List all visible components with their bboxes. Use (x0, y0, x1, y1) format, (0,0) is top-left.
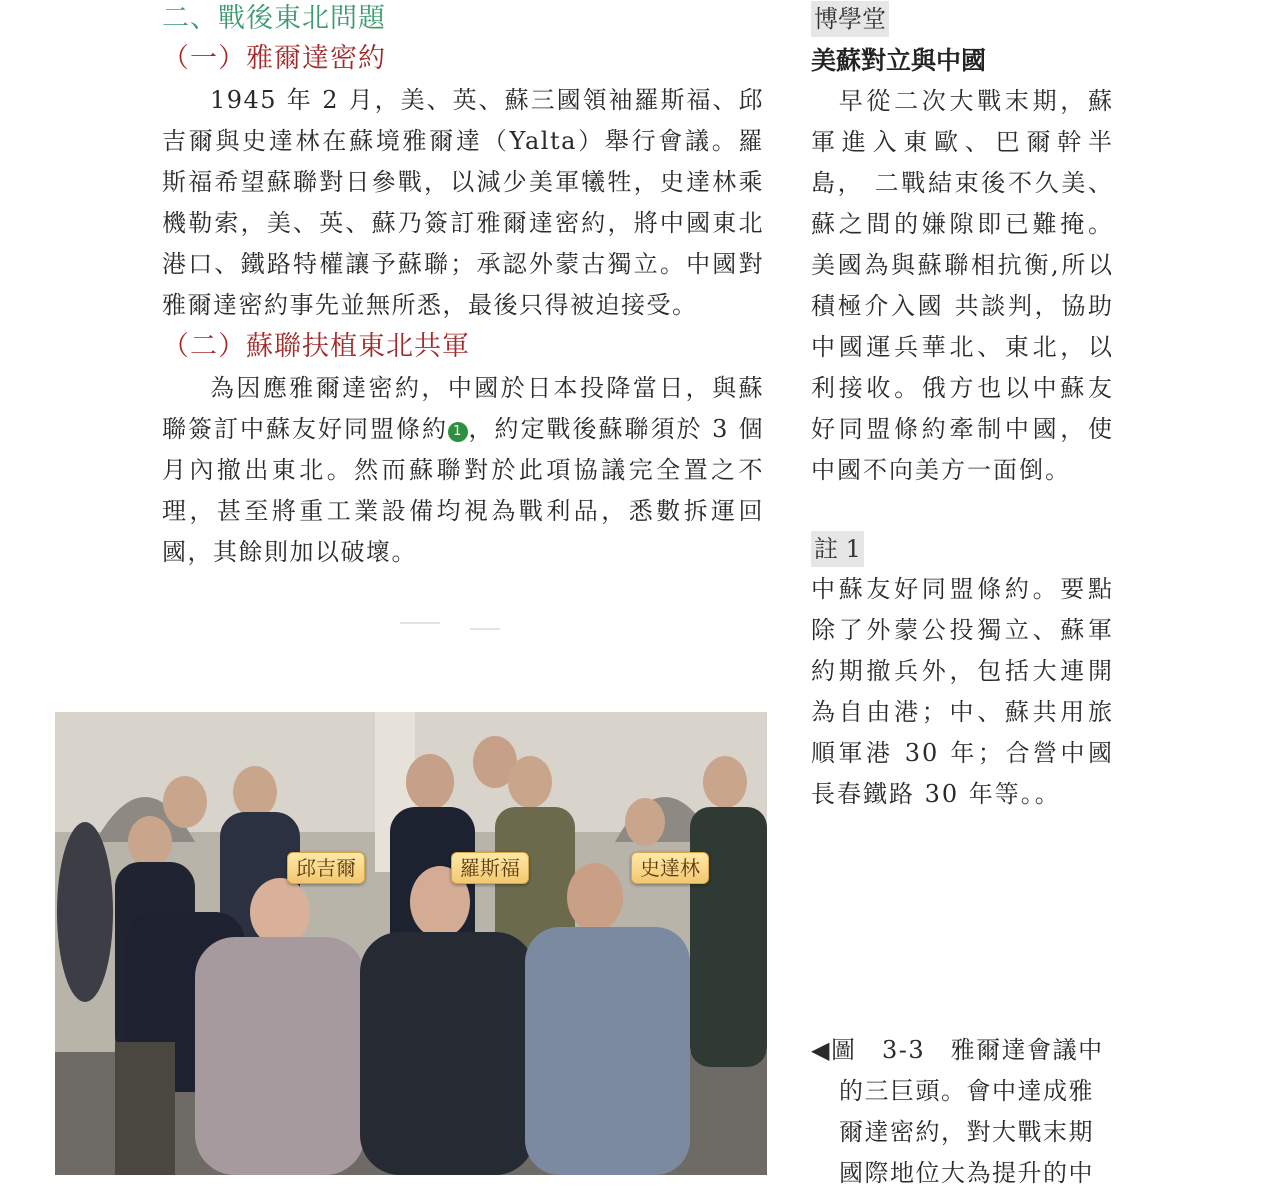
caption-line-1: ◀圖 3-3 雅爾達會議中 (811, 1036, 1104, 1064)
caption-line-2: 的三巨頭。會中達成雅 (839, 1077, 1094, 1105)
scan-speck (400, 622, 440, 624)
footnote-text: 中蘇友好同盟條約。要點除了外蒙公投獨立、蘇軍約期撤兵外，包括大連開為自由港；中、蘇共用旅順軍港 30 年；合營中國長春鐵路 30 年等。。 (811, 575, 1114, 808)
label-roosevelt: 羅斯福 (451, 852, 529, 884)
section-title: 二、戰後東北問題 (162, 3, 386, 34)
paragraph-yalta: 1945 年 2 月，美、英、蘇三國領袖羅斯福、邱吉爾與史達林在蘇境雅爾達（Yalta）舉行會議。羅斯福希望蘇聯對日參戰，以減少美軍犧牲，史達林乘機勒索，美、英、蘇乃簽訂雅爾達密約，將中國東北港口、鐵路特權讓予蘇聯；承認外蒙古獨立。中國對雅爾達密約事先並無所悉，最後只得被迫接受。 (162, 86, 764, 319)
subsection-title-soviet: （二）蘇聯扶植東北共軍 (162, 331, 470, 362)
footnote-marker[interactable]: 1 (448, 422, 468, 442)
footnote-tag: 註 1 (811, 531, 864, 567)
subsection-title-yalta: （一）雅爾達密約 (162, 43, 386, 74)
label-churchill: 邱吉爾 (287, 852, 365, 884)
label-stalin: 史達林 (631, 852, 709, 884)
paragraph-soviet-part1: 為因應雅爾達密約，中國於日本投降當日，與蘇聯簽訂中蘇友好同盟條約 (162, 374, 764, 443)
sidebar-paragraph: 早從二次大戰末期，蘇軍進入東歐、巴爾幹半島， 二戰結束後不久美、蘇之間的嫌隙即已難掩。美國為與蘇聯相抗衡,所以積極介入國 共談判，協助中國運兵華北、東北，以利接收。俄方也以中蘇友好同盟條約牽制中國，使中國不向美方一面倒。 (811, 87, 1114, 484)
main-column (162, 0, 764, 573)
paragraph-soviet (162, 368, 764, 573)
photo-illustration (55, 712, 767, 1175)
sidebar-title: 美蘇對立與中國 (811, 46, 987, 75)
yalta-conference-photo (55, 712, 767, 1175)
scan-speck (470, 628, 500, 630)
figure-caption (811, 1030, 1116, 1194)
caption-line-3: 爾達密約，對大戰末期 (839, 1118, 1094, 1146)
paragraph-soviet-part2: ，約定戰後蘇聯須於 3 個月內撤出東北。然而蘇聯對於此項協議完全置之不理，甚至將重工業設備均視為戰利品，悉數拆運回國，其餘則加以破壞。 (162, 415, 764, 566)
sidebar (811, 0, 1114, 815)
caption-line-4: 國際地位大為提升的中 (839, 1159, 1094, 1187)
sidebar-tag: 博學堂 (811, 1, 889, 37)
